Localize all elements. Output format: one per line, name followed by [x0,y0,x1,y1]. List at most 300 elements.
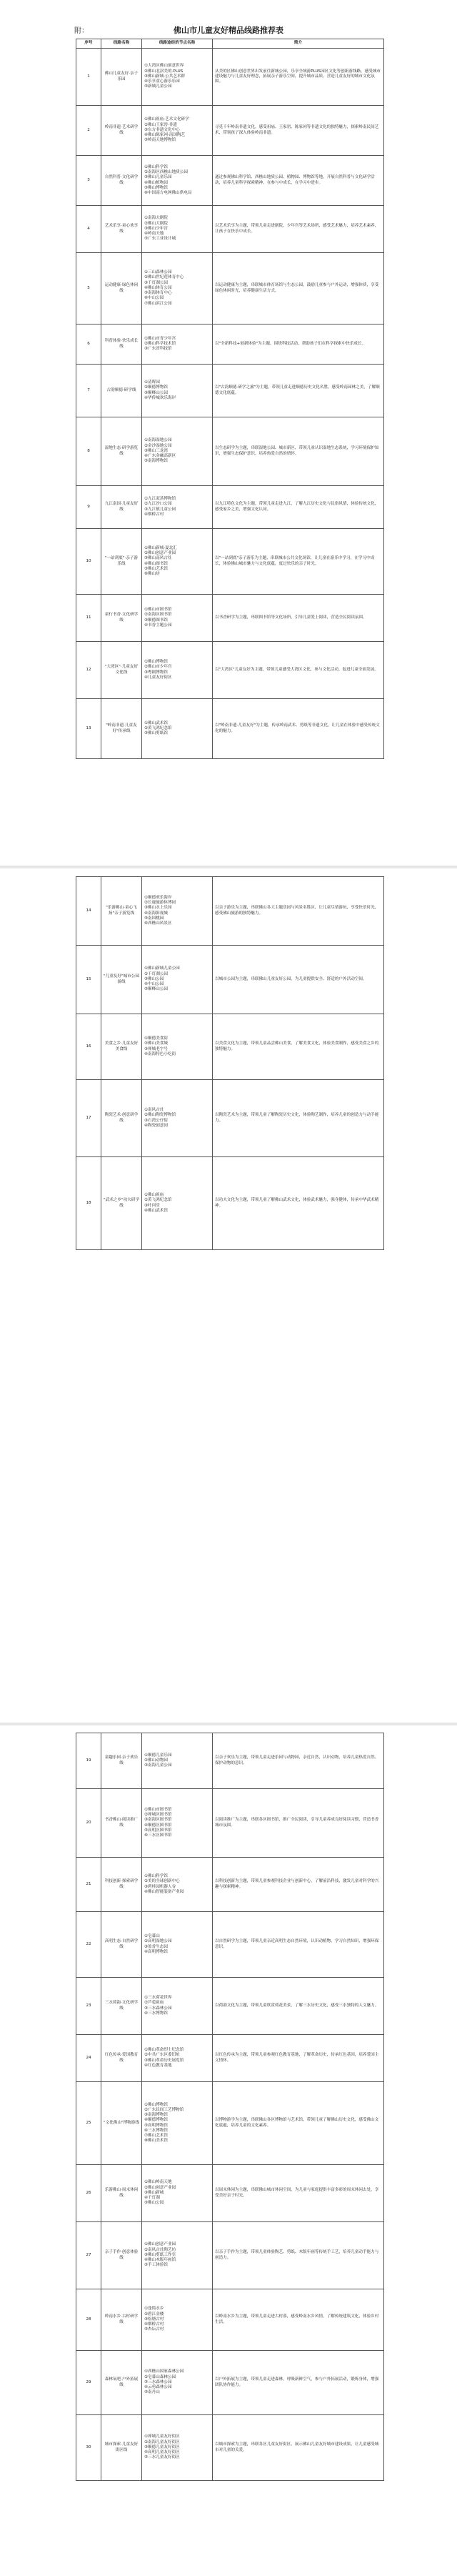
route-points [142,946,213,1014]
route-name: 高明生态·自然研学线 [101,1912,142,1978]
document-title: 佛山市儿童友好精品线路推荐表 [174,26,283,35]
route-point: ②佛山美食城 [144,1041,168,1046]
table-row [76,417,384,486]
route-number: 11 [76,595,101,642]
route-description: 以红色传承为主题，带领儿童参观红色教育基地，了解革命历史，传承红色基因，培养爱国主义情怀。 [213,2035,384,2082]
document-page-2 [0,869,457,1723]
table-row [76,1157,384,1250]
route-description: 以书香研学为主题，串联图书馆等文化场所，引导儿童爱上阅读，营造全民阅读氛围。 [213,595,384,642]
route-number: 4 [76,206,101,253]
route-point: ⑥西樵山风景区 [144,921,172,926]
route-point: ④佛山陈家祠·南国陶艺 [144,133,186,138]
route-point: ①佛山岭南天地 [144,2180,172,2185]
route-point: ③东方非遗文化中心 [144,127,180,132]
route-number: 13 [76,699,101,759]
route-points [142,642,213,699]
document-page-3 [0,1725,457,2576]
route-number: 19 [76,1733,101,1789]
route-point: ⑤南丹山 [144,2390,160,2395]
route-point: ④佛山武术馆 [144,1208,168,1213]
route-point: ⑥佛山坊 [144,571,160,576]
route-point: ①大湾区佛山创意世界 [144,64,184,69]
route-description: 以"大湾区"儿童友好为主题，带领儿童感受大湾区文化，参与文化活动，促进儿童全面发展。 [213,642,384,699]
table-row [76,253,384,325]
route-point: ①西樵山国家森林公园 [144,2369,184,2374]
route-point: ⑤三水儿童友好街区 [144,2455,180,2460]
route-point: ②佛山世纪莲体育中心 [144,275,184,280]
route-point: ①佛山革命烈士纪念馆 [144,2048,184,2053]
route-description: 以户外拓展为主题，带领儿童走进森林，呼吸新鲜空气，参与户外拓展活动，锻炼身体，增强团队协作能力。 [213,2351,384,2415]
table-row [76,1014,384,1080]
route-point: ③佛山革命历史展览馆 [144,2058,184,2063]
table-row [76,1858,384,1912]
route-point: ②南海儿童友好街区 [144,2439,180,2444]
route-point: ③广东省科技馆 [144,347,172,352]
route-name: "武术之乡"功夫研学线 [101,1157,142,1250]
route-name: 红色传承·爱国教育线 [101,2035,142,2082]
route-point: ⑤南海体育中心 [144,291,172,296]
route-point: ④三水博物馆 [144,2011,168,2016]
route-point: ②南海区图书馆 [144,613,172,618]
table-row [76,2289,384,2351]
table-row [76,2082,384,2165]
route-point: ①顺德欢乐海岸 [144,895,172,900]
table-row [76,2415,384,2481]
route-point: ③三水森林公园 [144,2379,172,2384]
route-point: ③佛山南风古灶 [144,556,172,561]
route-number: 22 [76,1912,101,1978]
table-row [76,2035,384,2082]
route-point: ④佛山植物园 [144,180,168,185]
route-name: "文化佛山"博物游线 [101,2082,142,2165]
route-point: ③三水森林公园 [144,2006,172,2011]
route-name: 岭南非遗·艺术研学线 [101,106,142,156]
route-point: ①佛山祖庙·艺术文化研学 [144,117,189,122]
route-point: ①南海大剧院 [144,216,168,221]
route-point: ⑤佛山艺术馆 [144,566,168,571]
route-point: ⑥三水博物馆 [144,2128,168,2133]
route-point: ①南风古灶 [144,1108,164,1113]
route-point: ⑤高明博物馆 [144,2123,168,2128]
route-point: ③佛山儿童乐园 [144,175,172,180]
route-point: ③南海儿童公园 [144,1763,172,1768]
route-name: 书香佛山·阅读推广线 [101,1789,142,1858]
route-point: ⑥三水区图书馆 [144,1833,172,1838]
route-point: ②佛山科学技术馆 [144,341,176,346]
table-body [76,49,384,759]
route-point: ①顺德儿童乐园 [144,1753,172,1758]
route-point: ③叶问堂 [144,1203,160,1208]
route-number: 23 [76,1978,101,2035]
header-no: 序号 [76,39,101,49]
route-point: ②佛山北滘美的·PLUS [144,69,184,74]
route-points [142,253,213,325]
route-points [142,1858,213,1912]
route-point: ③佛山新城·公共艺术群 [144,74,186,79]
route-name: 科技创新·探索研学线 [101,1858,142,1912]
route-point: ①佛山新城·夏北汇 [144,545,177,550]
route-name: 佛山儿童友好·亲子乐园 [101,49,142,106]
route-points [142,2082,213,2165]
route-point: ④乐享童心游乐乐园 [144,79,180,84]
route-name: "大湾区"·儿童友好文化线 [101,642,142,699]
route-table-page-3 [76,1733,384,2481]
route-point: ③南海区图书馆 [144,1818,172,1823]
route-point: ④顺德区图书馆 [144,1823,172,1828]
table-row [76,1080,384,1157]
route-name: 亲子手作·创意体验线 [101,2222,142,2289]
route-description: 以亲子游乐为主题，串联佛山各大主题乐园与风景名胜区，让儿童尽情游玩，享受快乐时光，感受佛山旅游的独特魅力。 [213,877,384,946]
route-point: ③佛山新城 [144,2190,164,2195]
route-point: ②高明湿地公园 [144,1939,172,1944]
route-name: 城市探索·儿童友好街区线 [101,2415,142,2481]
page-divider [0,866,457,868]
route-name: 乐游佛山·周末休闲线 [101,2165,142,2222]
route-point: ③南海博物馆 [144,2113,168,2118]
route-point: ②佛山动物园 [144,1758,168,1763]
table-row [76,156,384,206]
route-point: ⑥中国南方电网佛山供电局 [144,190,192,195]
route-points [142,49,213,106]
route-point: ②中共广东区委旧址 [144,2053,180,2058]
route-point: ③顺德图书馆 [144,618,168,623]
route-point: ②碧江金楼 [144,2312,164,2317]
route-point: ③佛山公园 [144,976,164,981]
route-point: ③粤剧博物馆 [144,670,168,675]
document-page-1 [0,0,457,865]
header-points: 线路途经的节点名称 [142,39,213,49]
route-description: 以阅读推广为主题，串联各区图书馆，推广全民阅读，引导儿童养成良好阅读习惯，营造书香城市氛围。 [213,1789,384,1858]
route-points [142,595,213,642]
route-point: ①佛山博物馆 [144,660,168,665]
route-name: 艺术乐享·童心欢享线 [101,206,142,253]
route-number: 10 [76,529,101,595]
table-row [76,1733,384,1789]
table-row [76,1978,384,2035]
route-point: ②佛山陶瓷博物馆 [144,1113,176,1118]
route-number: 1 [76,49,101,106]
route-point: ②南风古灶陶艺坊 [144,2247,176,2252]
header-name: 线路名称 [101,39,142,49]
route-number: 16 [76,1014,101,1080]
route-point: ②芦苞祖庙 [144,2001,164,2006]
route-point: ①佛山新城儿童公园 [144,966,180,971]
route-number: 20 [76,1789,101,1858]
route-point: ④佛山体育公园 [144,285,172,290]
route-number: 17 [76,1080,101,1157]
route-number: 15 [76,946,101,1014]
route-description: 以运动健康为主题，串联城市体育场馆与生态公园，鼓励儿童参与户外运动，增强体质，享受绿色休闲时光，培养健康生活方式。 [213,253,384,325]
route-point: ③禅城老字号 [144,1046,168,1051]
route-point: ④佛山木版年画馆 [144,2258,176,2263]
table-row [76,2165,384,2222]
route-point: ④书香主题公园 [144,623,172,628]
route-point: ①佛山市图书馆 [144,1807,172,1812]
route-point: ③顺德儿童友好街区 [144,2444,180,2449]
route-points [142,1789,213,1858]
route-point: ①禅城儿童友好街区 [144,2434,180,2439]
route-description: 以九江特色文化为主题，带领儿童走进九江，了解九江历史文化与民俗风情，体验传统文化，感受家乡之美，增强文化认同。 [213,486,384,529]
route-point: ①佛山祖庙 [144,1193,164,1198]
route-name: 童行书香·文化研学线 [101,595,142,642]
route-number: 24 [76,2035,101,2082]
route-point: ①顺德美食街 [144,1036,168,1041]
route-point: ③松塘古村 [144,2317,164,2322]
route-points [142,1912,213,1978]
route-description: 以科技创新为主题，带领儿童参观科技企业与创新中心，了解前沿科技，激发儿童对科学的兴趣与探索精神。 [213,1858,384,1912]
route-name: 三水荷韵·文化研学线 [101,1978,142,2035]
route-point: ②黄飞鸿纪念馆 [144,725,172,730]
route-point: ⑤广东工业设计城 [144,237,176,242]
route-number: 27 [76,2222,101,2289]
route-point: ②佛山大剧院 [144,221,168,226]
route-table-page-1 [76,39,384,759]
route-point: ④高明儿童友好街区 [144,2450,180,2455]
route-number: 26 [76,2165,101,2222]
route-point: ④千灯湖 [144,2196,160,2201]
route-point: ④华侨城欢乐海岸 [144,395,176,400]
route-point: ④佛山智能装备产业园 [144,1889,184,1894]
route-point: ⑤佛山公园 [144,2201,164,2206]
route-points [142,529,213,595]
route-points [142,106,213,156]
route-point: ②禅城区图书馆 [144,1813,172,1818]
route-point: ①佛山创意产业园 [144,2242,176,2247]
route-point: ⑤杏坛古村 [144,2327,164,2332]
route-points [142,2289,213,2351]
route-point: ④佛山图书馆 [144,561,168,566]
route-points [142,2351,213,2415]
header-desc: 简介 [213,39,384,49]
route-description: 以陶瓷艺术为主题，带领儿童了解陶瓷历史文化，体验陶艺制作，培养儿童的创造力与动手能力。 [213,1080,384,1157]
route-point: ④烟桥古村 [144,512,164,517]
route-description: 以美食文化为主题，带领儿童品尝佛山美食，了解美食文化，体验美食制作，感受美食之乡的独特魅力。 [213,1014,384,1080]
route-point: ③佛山三龙湾 [144,448,168,453]
route-point: ②金沙湿地公园 [144,443,172,448]
route-point: ④顺德博物馆 [144,2118,168,2123]
route-description: 以岭南水乡为主题，带领儿童走进古村落，感受岭南水乡风情，了解传统建筑文化，体验乡村生活。 [213,2289,384,2351]
route-point: ②南海区西樵山地质公园 [144,170,188,175]
route-point: ④高明博物馆 [144,1949,168,1954]
table-row [76,325,384,365]
route-point: ①佛山武术馆 [144,720,168,725]
route-points [142,1157,213,1250]
route-point: ②皂幕山森林公园 [144,2374,176,2379]
route-points [142,365,213,417]
route-number: 18 [76,1157,101,1250]
route-point: ⑥中山公园 [144,296,164,301]
route-points [142,1014,213,1080]
route-point: ④红色教育基地 [144,2063,172,2068]
route-points [142,325,213,365]
route-name: 湿地生态·研学游览线 [101,417,142,486]
table-row [76,699,384,759]
route-point: ⑤顺峰山公园 [144,987,168,992]
table-header-row [76,39,384,49]
route-name: "儿童友好"城市公园游线 [101,946,142,1014]
route-point: ①三山森林公园 [144,270,172,275]
route-number: 12 [76,642,101,699]
route-point: ⑤佛山博物馆 [144,185,168,190]
route-number: 2 [76,106,101,156]
route-points [142,1978,213,2035]
route-number: 8 [76,417,101,486]
route-point: ④岭南天地 [144,232,164,237]
route-point: ③佛山剪纸馆 [144,731,168,736]
route-point: ④陶瓷创意园 [144,1123,168,1128]
route-point: ①南海湿地公园 [144,438,172,443]
route-points [142,2165,213,2222]
route-point: ④烟桥古村 [144,2322,164,2327]
route-point: ④中山公园 [144,982,164,987]
table-row [76,1912,384,1978]
table-row [76,595,384,642]
route-point: ④儿童友好街区 [144,675,172,680]
route-point: ②九江沙口公园 [144,502,172,507]
route-point: ⑤岭南天地博物馆 [144,138,176,143]
route-points [142,2222,213,2289]
route-name: 运动健康·绿色休闲线 [101,253,142,325]
route-point: ②美的全球创新中心 [144,1879,180,1884]
table-row [76,106,384,156]
route-name: 陶瓷艺术·创意研学线 [101,1080,142,1157]
route-description: 以城市公园为主题，串联佛山儿童友好公园，为儿童提供安全、舒适的户外活动空间。 [213,946,384,1014]
route-point: ①九江双蒸博物馆 [144,497,176,502]
table-row [76,642,384,699]
route-description: 以自然研学为主题，带领儿童亲近高明生态自然环境，认识动植物，学习自然知识，增强环保意识。 [213,1912,384,1978]
route-description: 以亲子手作为主题，带领儿童体验陶艺、剪纸、木版年画等传统手工艺，培养儿童动手能力与创造力。 [213,2222,384,2289]
route-number: 6 [76,325,101,365]
route-point: ②佛山创意产业园 [144,2185,176,2190]
route-point: ③顺峰山公园 [144,390,168,395]
route-name: "一站到底"·亲子游乐线 [101,529,142,595]
route-point: ④云勇森林公园 [144,2385,172,2390]
route-number: 29 [76,2351,101,2415]
route-point: ⑧佛山美术馆 [144,2139,168,2144]
route-point: ⑤新城儿童公园 [144,84,172,89]
route-number: 28 [76,2289,101,2351]
route-points [142,2415,213,2481]
route-name: "岭南非遗·儿童友好"传承线 [101,699,142,759]
route-name: 科普体验·快乐成长线 [101,325,142,365]
route-point: ①三水荷花世界 [144,1996,172,2001]
route-name: 美食之乡·儿童友好美食线 [101,1014,142,1080]
route-points [142,699,213,759]
route-number: 7 [76,365,101,417]
route-point: ③千灯湖公园 [144,280,168,285]
route-points [142,1733,213,1789]
route-point: ①皂幕山 [144,1934,160,1939]
route-description: 以"岭南非遗·儿童友好"为主题，传承岭南武术、剪纸等非遗文化，让儿童在体验中感受传统文化的魅力。 [213,699,384,759]
route-table-page-2 [76,876,384,1250]
route-name: 自然科普·文化研学线 [101,156,142,206]
route-description: 以博物游学为主题，串联佛山各区博物馆与艺术馆，带领儿童了解佛山历史文化，感受佛山文化底蕴，培养儿童的文化素养。 [213,2082,384,2165]
table-row [76,49,384,106]
route-description: 从美的区佛山创意世界出发前往新城公园，乐享全域游PLUS园区文化等创新游线路，感受城市建设魅力与儿童友好理念，拓展亲子游乐空间，提升城市品质，营造儿童友好的城市文化氛围。 [213,49,384,106]
table-row [76,529,384,595]
route-point: ①逢简水乡 [144,2307,164,2312]
route-points [142,486,213,529]
route-point: ③佛山少年宫 [144,226,168,231]
route-point: ⑦佛山艺术馆 [144,2133,168,2138]
route-points [142,206,213,253]
route-point: ①佛山科学馆 [144,164,168,169]
route-description: 以艺术乐享为主题，带领儿童走进剧院、少年宫等艺术场所，感受艺术魅力，培养艺术素养，让孩子在快乐中成长。 [213,206,384,253]
route-name: 九江南国·儿童友好线 [101,486,142,529]
route-point: ⑤南国桃园 [144,916,164,921]
route-description: 以周末休闲为主题，串联佛山城市休闲空间，为儿童与家庭提供丰富多彩的周末休闲去处，享受美好亲子时光。 [213,2165,384,2222]
route-points [142,417,213,486]
route-description: 以"全新科技+创新体验"为主题，围绕科技活动，帮助孩子们在科学探索中快乐成长。 [213,325,384,365]
route-point: ②长鹿旅游休博园 [144,901,176,906]
route-name: "乐游佛山·童心飞扬"亲子游览线 [101,877,142,946]
route-description: 以荷韵文化为主题，带领儿童欣赏荷花美景，了解三水历史文化，感受三水独特的人文魅力。 [213,1978,384,2035]
attachment-label: 附： [74,27,89,35]
route-point: ②广东民间工艺博物馆 [144,2107,184,2112]
table-row [76,1789,384,1858]
route-points [142,1080,213,1157]
table-row [76,486,384,529]
route-point: ⑤南海博物馆 [144,459,168,464]
table-row [76,365,384,417]
route-description: 通过参观佛山科学馆、西樵山地质公园、植物园、博物馆等地，开展自然科普与文化研学活动，培养儿童科学探索精神，在参与中成长，在学习中进步。 [213,156,384,206]
route-point: ①佛山市青少年宫 [144,336,176,341]
route-points [142,877,213,946]
route-point: ①佛山博物馆 [144,2102,168,2107]
table-body [76,1733,384,2481]
route-point: ②黄飞鸿纪念馆 [144,1198,172,1203]
route-description: 以生态研学为主题，串联湿地公园、城市新区，带领儿童认识湿地生态系统，学习环境保护知识，增强生态保护意识，培养热爱自然的情怀。 [213,417,384,486]
route-point: ⑤手工体验馆 [144,2263,168,2268]
route-number: 25 [76,2082,101,2165]
route-point: ⑤高明区图书馆 [144,1828,172,1833]
table-row [76,206,384,253]
route-point: ③碧桂园机器人谷 [144,1884,176,1889]
route-point: ③石湾公仔街 [144,1118,168,1123]
table-body [76,877,384,1250]
route-description: 以亲子欢乐为主题，带领儿童走进乐园与动物园，亲近自然，认识动物，培养儿童热爱自然、保护动物的意识。 [213,1733,384,1789]
route-number: 14 [76,877,101,946]
route-point: ③盈香生态园 [144,1944,168,1949]
route-point: ③佛山剪纸工作室 [144,2252,176,2257]
route-point: ③佛山水上乐园 [144,906,172,911]
route-description: 以"古韵顺德·研学之旅"为主题，带领儿童走进顺德历史文化名胜，感受岭南园林之美，了解顺德文化底蕴。 [213,365,384,417]
route-point: ④南海影视城 [144,911,168,916]
table-row [76,877,384,946]
route-number: 9 [76,486,101,529]
route-point: ①清晖园 [144,380,160,385]
route-name: 岭南水乡·古村研学线 [101,2289,142,2351]
route-point: ②顺德博物馆 [144,385,168,390]
table-row [76,2222,384,2289]
route-point: ②千灯湖公园 [144,971,168,976]
route-description: 寻觅千年岭南非遗文化，感受祖庙、王家窑、陈家祠等非遗文化的独特魅力，探索岭南民间艺术，带领孩子深入体验岭南非遗。 [213,106,384,156]
route-number: 5 [76,253,101,325]
route-point: ⑦佛山滨江公园 [144,301,172,306]
route-name: 古韵顺德·研学线 [101,365,142,417]
route-point: ④南海特色小吃街 [144,1051,176,1056]
route-point: ②佛山创意产业园 [144,551,176,556]
route-description: 以城市探索为主题，串联各区儿童友好街区，展示佛山儿童友好城市建设成果，让儿童感受城市对儿童的关爱。 [213,2415,384,2481]
route-points [142,2035,213,2082]
route-point: ④广东金融高新区 [144,454,176,459]
route-description: 以"一站到底"亲子游乐为主题，串联城市公共文化场馆，让儿童在游乐中学习，在学习中成长，体验佛山城市魅力与文化底蕴，度过快乐的亲子时光。 [213,529,384,595]
route-number: 30 [76,2415,101,2481]
route-point: ②佛山王家窑·非遗 [144,122,177,127]
table-row [76,2351,384,2415]
route-name: 童趣乐园·亲子欢乐线 [101,1733,142,1789]
route-number: 21 [76,1858,101,1912]
